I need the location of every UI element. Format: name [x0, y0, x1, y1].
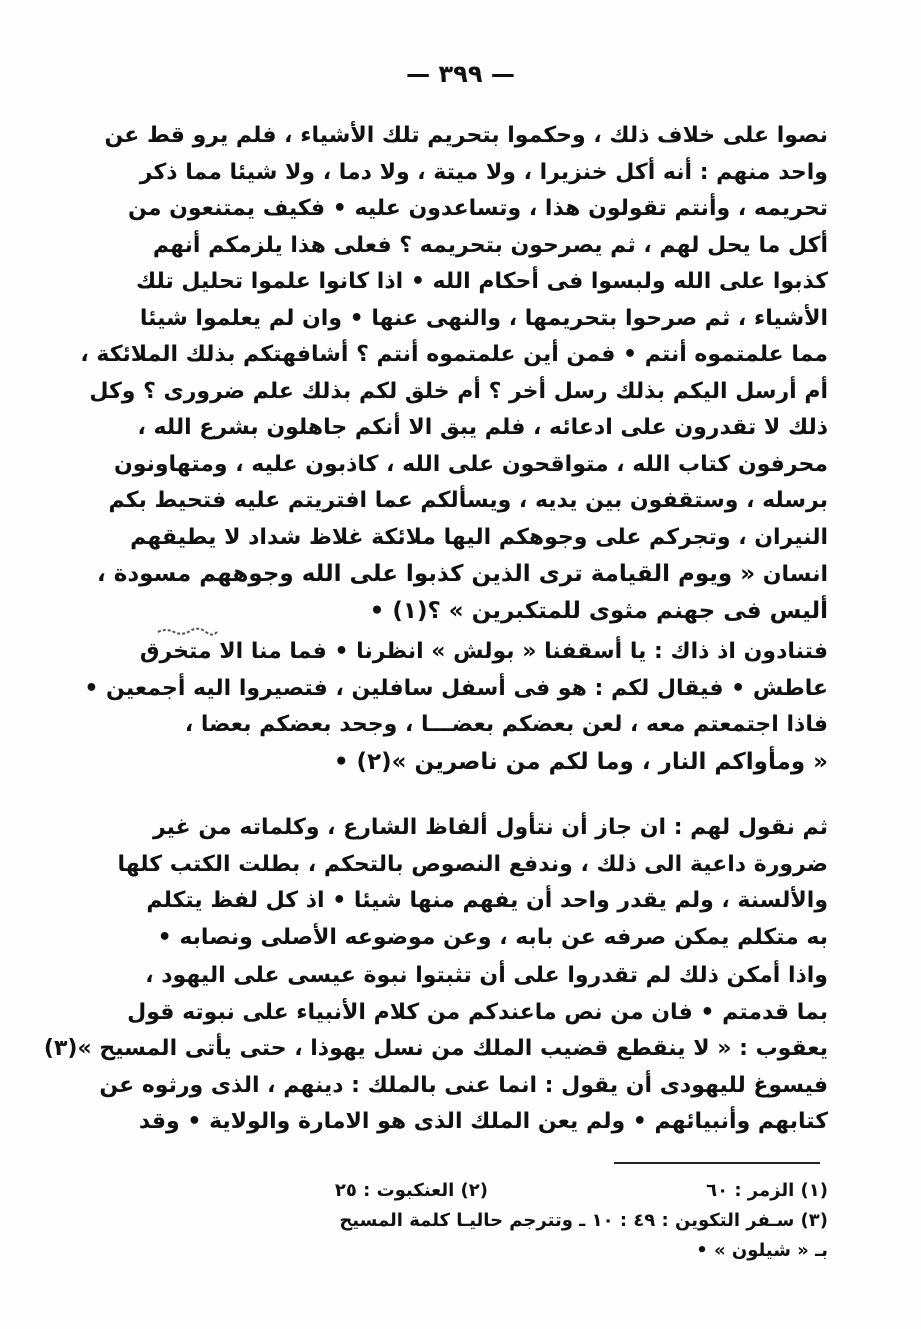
- text-line: نصوا على خلاف ذلك ، وحكموا بتحريم تلك الأشياء ، فلم يرو قط عن: [104, 123, 828, 148]
- footnote-3-continued: بـ « شيلون » •: [696, 1240, 828, 1261]
- footnotes: [148, 1176, 828, 1266]
- quran-quote: « ويوم القيامة ترى الذين كذبوا على الله وجوههم مسودة ،: [97, 561, 756, 587]
- text-line: واحد منهم : أنه أكل خنزيرا ، ولا ميتة ، ولا دما ، ولا شيئا مما ذكر: [139, 159, 828, 185]
- paragraph-3: [117, 810, 828, 956]
- footnote-1: (١) الزمر : ٦٠: [706, 1180, 828, 1201]
- paragraph-2: [84, 634, 828, 780]
- footnote-3: (٣) سـفر التكوين : ٤٩ : ١٠ ـ وتترجم حاليـا كلمة المسيح: [339, 1210, 828, 1231]
- text-line: النيران ، وتجركم على وجوهكم اليها ملائكة غلاظ شداد لا يطيقهم: [130, 524, 828, 550]
- page-number: — ٣٩٩ —: [406, 60, 515, 88]
- text-line: الأشياء ، ثم صرحوا بتحريمها ، والنهى عنها • وان لم يعلموا شيئا: [139, 305, 828, 331]
- text-line: تحريمه ، وأنتم تقولون هذا ، وتساعدون عليه • فكيف يمتنعون من: [128, 196, 828, 221]
- text-line: واذا أمكن ذلك لم تقدروا على أن تثبتوا نبوة عيسى على اليهود ،: [145, 963, 828, 988]
- text-line: أم أرسل اليكم بذلك رسل أخر ؟ أم خلق لكم بذلك علم ضرورى ؟ وكل: [89, 378, 828, 404]
- text-line: محرفون كتاب الله ، متواقحون على الله ، كاذبون عليه ، ومتهاونون: [114, 451, 828, 477]
- text-line: مما علمتموه أنتم • فمن أين علمتموه أنتم ؟ أشافهتكم بذلك الملائكة ،: [80, 342, 828, 367]
- text-line: كتابهم وأنبيائهم • ولم يعن الملك الذى هو الامارة والولاية • وقد: [138, 1109, 828, 1134]
- quote-line: [97, 556, 828, 593]
- text-line: فاذا اجتمعتم معه ، لعن بعضكم بعضـــا ، وجحد بعضكم بعضا ،: [184, 712, 828, 737]
- paragraph-4: [43, 958, 828, 1141]
- quote-lead: انسان: [762, 562, 828, 587]
- text-line: ضرورة داعية الى ذلك ، وندفع النصوص بالتحكم ، بطلت الكتب كلها: [117, 851, 828, 877]
- footnote-divider: [614, 1162, 820, 1164]
- paragraph-1: [80, 118, 828, 629]
- footnote-2: (٢) العنكبوت : ٢٥: [334, 1180, 488, 1201]
- text-line: والألسنة ، ولم يقدر واحد أن يفهم منها شيئا • اذ كل لفظ يتكلم: [146, 888, 828, 913]
- text-line: برسله ، وستقفون بين يديه ، ويسألكم عما افتريتم عليه فتحيط بكم: [108, 488, 828, 513]
- quran-quote: أليس فى جهنم مثوى للمتكبرين » ؟(١) •: [369, 597, 828, 624]
- text-line: ذلك لا تقدرون على ادعائه ، فلم يبق الا أنكم جاهلون بشرع الله ،: [137, 415, 828, 440]
- text-line: فيسوغ لليهودى أن يقول : انما عنى بالملك : دينهم ، الذى ورثوه عن: [99, 1072, 828, 1098]
- text-line: عاطش • فيقال لكم : هو فى أسفل سافلين ، فتصيروا اليه أجمعين •: [84, 675, 828, 701]
- text-line: به متكلم يمكن صرفه عن بابه ، وعن موضوعه الأصلى ونصابه •: [157, 924, 828, 950]
- quran-quote: « ومأواكم النار ، وما لكم من ناصرين »(٢) •: [333, 748, 828, 775]
- footnote-row: [148, 1176, 828, 1206]
- text-line: ثم نقول لهم : ان جاز أن نتأول ألفاظ الشارع ، وكلماته من غير: [153, 815, 828, 840]
- text-line: فتنادون اذ ذاك : يا أسقفنا « بولش » انظرنا • فما منا الا متخرق: [139, 639, 828, 664]
- text-line: بما قدمتم • فان من نص ماعندكم من كلام الأنبياء على نبوته قول: [127, 999, 828, 1025]
- text-line: يعقوب : « لا ينقطع قضيب الملك من نسل يهوذا ، حتى يأتى المسيح »(٣): [43, 1036, 828, 1061]
- text-line: أكل ما يحل لهم ، ثم يصرحون بتحريمه ؟ فعلى هذا يلزمكم أنهم: [152, 232, 828, 258]
- text-line: كذبوا على الله ولبسوا فى أحكام الله • اذا كانوا علموا تحليل تلك: [135, 269, 828, 294]
